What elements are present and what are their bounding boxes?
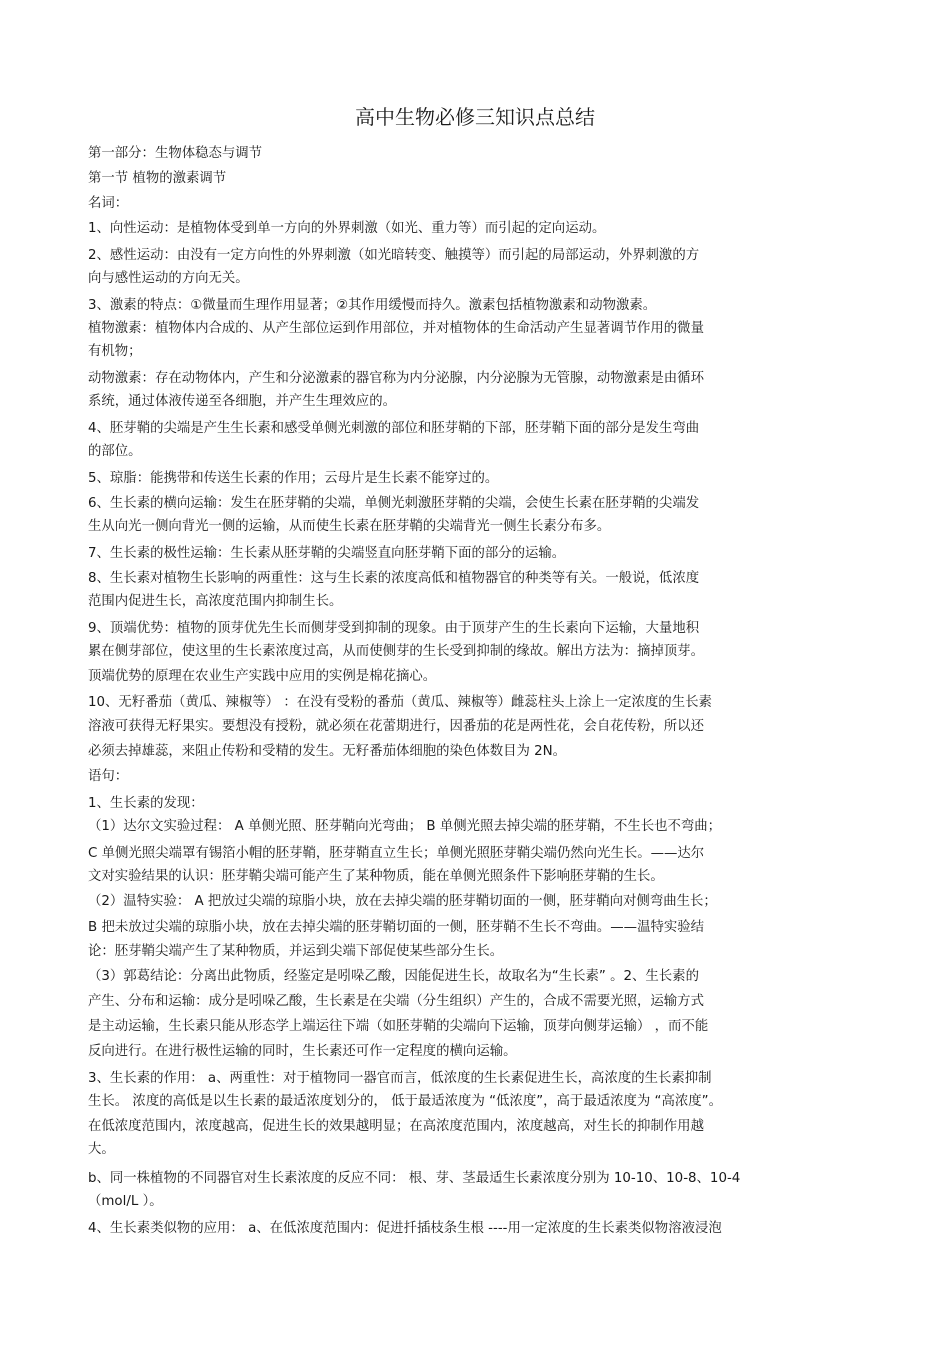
text-line: 3、生长素的作用： a、两重性：对于植物同一器官而言，低浓度的生长素促进生长，高浓度的生长素抑制 (88, 1071, 712, 1086)
text-line: 有机物； (88, 344, 142, 359)
text-line: 植物激素：植物体内合成的、从产生部位运到作用部位，并对植物体的生命活动产生显著调节作用的微量 (88, 321, 704, 336)
text-line: 5、琼脂：能携带和传送生长素的作用；云母片是生长素不能穿过的。 (88, 471, 499, 486)
text-line: 第一节 植物的激素调节 (88, 171, 227, 186)
text-line: B 把未放过尖端的琼脂小块，放在去掉尖端的胚芽鞘切面的一侧，胚芽鞘不生长不弯曲。——温特实验结 (88, 920, 705, 935)
text-line: 2、感性运动：由没有一定方向性的外界刺激（如光暗转变、触摸等）而引起的局部运动，外界刺激的方 (88, 248, 700, 263)
text-line: 7、生长素的极性运输：生长素从胚芽鞘的尖端竖直向胚芽鞘下面的部分的运输。 (88, 546, 566, 561)
text-line: 产生、分布和运输：成分是吲哚乙酸，生长素是在尖端（分生组织）产生的，合成不需要光照，运输方式 (88, 994, 704, 1009)
text-line: 4、生长素类似物的应用： a、在低浓度范围内：促进扦插枝条生根 ----用一定浓度的生长素类似物溶液浸泡 (88, 1221, 722, 1236)
text-line: 生长。 浓度的高低是以生长素的最适浓度划分的， 低于最适浓度为 “低浓度”，高于最适浓度为 “高浓度”。 (88, 1094, 722, 1109)
text-line: 1、生长素的发现： (88, 796, 204, 811)
text-line: 大。 (88, 1142, 115, 1157)
text-line: （2）温特实验： A 把放过尖端的琼脂小块，放在去掉尖端的胚芽鞘切面的一侧，胚芽鞘向对侧弯曲生长； (88, 894, 717, 909)
text-line: 动物激素：存在动物体内，产生和分泌激素的器官称为内分泌腺，内分泌腺为无管腺，动物激素是由循环 (88, 371, 704, 386)
text-line: 溶液可获得无籽果实。要想没有授粉，就必须在花蕾期进行，因番茄的花是两性花，会自花传粉，所以还 (88, 719, 704, 734)
text-line: 顶端优势的原理在农业生产实践中应用的实例是棉花摘心。 (88, 669, 437, 684)
text-line: 累在侧芽部位，使这里的生长素浓度过高，从而使侧芽的生长受到抑制的缘故。解出方法为：摘掉顶芽。 (88, 644, 704, 659)
text-line: 在低浓度范围内，浓度越高，促进生长的效果越明显；在高浓度范围内，浓度越高，对生长的抑制作用越 (88, 1119, 704, 1134)
text-line: 名词： (88, 196, 129, 211)
text-line: 8、生长素对植物生长影响的两重性：这与生长素的浓度高低和植物器官的种类等有关。一般说，低浓度 (88, 571, 700, 586)
text-line: 3、激素的特点：①微量而生理作用显著；②其作用缓慢而持久。激素包括植物激素和动物激素。 (88, 298, 657, 313)
text-line: C 单侧光照尖端罩有锡箔小帽的胚芽鞘，胚芽鞘直立生长；单侧光照胚芽鞘尖端仍然向光生长。——达尔 (88, 846, 705, 861)
text-line: b、同一株植物的不同器官对生长素浓度的反应不同： 根、芽、茎最适生长素浓度分别为 10-10、10-8、10-4 (88, 1171, 741, 1186)
text-line: 文对实验结果的认识：胚芽鞘尖端可能产生了某种物质，能在单侧光照条件下影响胚芽鞘的生长。 (88, 869, 664, 884)
text-line: 范围内促进生长，高浓度范围内抑制生长。 (88, 594, 343, 609)
document-title: 高中生物必修三知识点总结 (355, 105, 595, 129)
text-line: 生从向光一侧向背光一侧的运输，从而使生长素在胚芽鞘的尖端背光一侧生长素分布多。 (88, 519, 611, 534)
text-line: 6、生长素的横向运输：发生在胚芽鞘的尖端，单侧光刺激胚芽鞘的尖端，会使生长素在胚芽鞘的尖端发 (88, 496, 700, 511)
text-line: 系统，通过体液传递至各细胞，并产生生理效应的。 (88, 394, 396, 409)
text-line: （1）达尔文实验过程： A 单侧光照、胚芽鞘向光弯曲； B 单侧光照去掉尖端的胚芽鞘，不生长也不弯曲； (88, 819, 722, 834)
text-line: 9、顶端优势：植物的顶芽优先生长而侧芽受到抑制的现象。由于顶芽产生的生长素向下运输，大量地积 (88, 621, 700, 636)
text-line: 4、胚芽鞘的尖端是产生生长素和感受单侧光刺激的部位和胚芽鞘的下部，胚芽鞘下面的部分是发生弯曲 (88, 421, 700, 436)
text-line: 的部位。 (88, 444, 142, 459)
text-line: 必须去掉雄蕊，来阻止传粉和受精的发生。无籽番茄体细胞的染色体数目为 2N。 (88, 744, 567, 759)
text-line: 论：胚芽鞘尖端产生了某种物质，并运到尖端下部促使某些部分生长。 (88, 944, 504, 959)
text-line: 第一部分：生物体稳态与调节 (88, 146, 263, 161)
text-line: 反向进行。在进行极性运输的同时，生长素还可作一定程度的横向运输。 (88, 1044, 517, 1059)
text-line: （mol/L ）。 (88, 1194, 163, 1209)
text-line: 是主动运输，生长素只能从形态学上端运往下端（如胚芽鞘的尖端向下运输，顶芽向侧芽运输） ，而不能 (88, 1019, 709, 1034)
text-line: （3）郭葛结论：分离出此物质，经鉴定是吲哚乙酸，因能促进生长，故取名为“生长素” 。2、生长素的 (88, 969, 699, 984)
text-line: 1、向性运动：是植物体受到单一方向的外界刺激（如光、重力等）而引起的定向运动。 (88, 221, 606, 236)
text-line: 向与感性运动的方向无关。 (88, 271, 249, 286)
text-line: 10、无籽番茄（黄瓜、辣椒等） ：在没有受粉的番茄（黄瓜、辣椒等）雌蕊柱头上涂上一定浓度的生长素 (88, 695, 712, 710)
text-line: 语句： (88, 769, 129, 784)
